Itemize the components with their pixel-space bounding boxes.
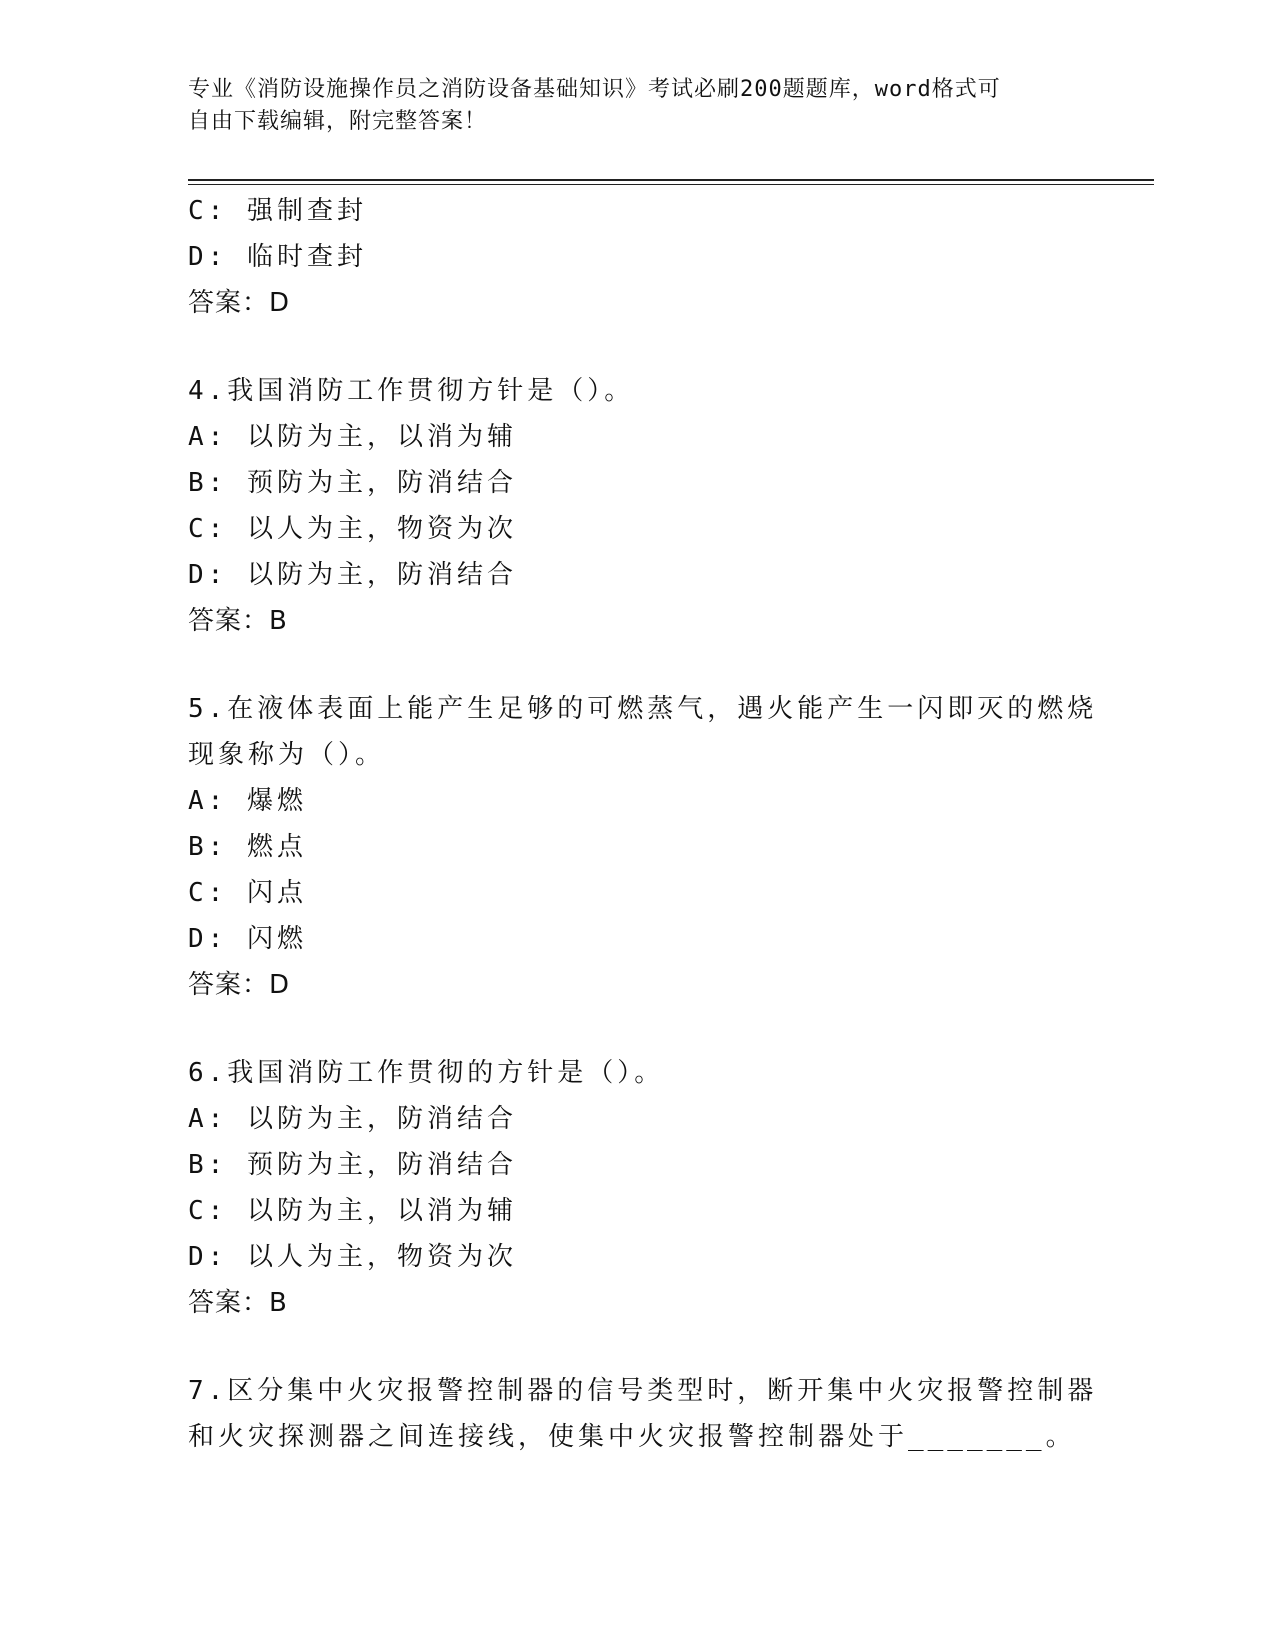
option-c: C: 闪点 bbox=[188, 878, 307, 908]
option-a: A: 以防为主，防消结合 bbox=[188, 1104, 517, 1134]
question-text: 4.我国消防工作贯彻方针是（）。 bbox=[188, 376, 635, 406]
option-a: A: 以防为主，以消为辅 bbox=[188, 422, 517, 452]
option-c: C: 以防为主，以消为辅 bbox=[188, 1196, 517, 1226]
header-divider-thick bbox=[188, 179, 1154, 181]
spacer bbox=[188, 326, 1088, 368]
option-d: D: 临时查封 bbox=[188, 242, 367, 272]
option-a: A: 爆燃 bbox=[188, 786, 307, 816]
answer-line: 答案：B bbox=[188, 1288, 288, 1318]
option-b: B: 燃点 bbox=[188, 832, 307, 862]
option-b: B: 预防为主，防消结合 bbox=[188, 468, 517, 498]
option-d: D: 以人为主，物资为次 bbox=[188, 1242, 517, 1272]
answer-line: 答案：D bbox=[188, 970, 291, 1000]
question-block-3 bbox=[188, 188, 1088, 326]
question-block-4 bbox=[188, 368, 1088, 644]
question-text-line-1: 5.在液体表面上能产生足够的可燃蒸气，遇火能产生一闪即灭的燃烧 bbox=[188, 694, 1098, 724]
option-d: D: 以防为主，防消结合 bbox=[188, 560, 517, 590]
option-d: D: 闪燃 bbox=[188, 924, 307, 954]
question-text-line-2: 和火灾探测器之间连接线，使集中火灾报警控制器处于_______。 bbox=[188, 1422, 1076, 1452]
header-line-2: 自由下载编辑，附完整答案！ bbox=[188, 109, 488, 134]
spacer bbox=[188, 1326, 1088, 1368]
answer-line: 答案：D bbox=[188, 288, 291, 318]
question-text: 6.我国消防工作贯彻的方针是（）。 bbox=[188, 1058, 665, 1088]
answer-line: 答案：B bbox=[188, 606, 288, 636]
question-block-5 bbox=[188, 686, 1098, 1008]
question-text-line-2: 现象称为（）。 bbox=[188, 740, 386, 770]
option-b: B: 预防为主，防消结合 bbox=[188, 1150, 517, 1180]
spacer bbox=[188, 1008, 1088, 1050]
question-text-line-1: 7.区分集中火灾报警控制器的信号类型时，断开集中火灾报警控制器 bbox=[188, 1376, 1098, 1406]
spacer bbox=[188, 644, 1088, 686]
option-c: C: 以人为主，物资为次 bbox=[188, 514, 517, 544]
header-line-1: 专业《消防设施操作员之消防设备基础知识》考试必刷200题题库，word格式可 bbox=[188, 77, 1001, 102]
document-header bbox=[188, 74, 1088, 138]
question-block-7 bbox=[188, 1368, 1098, 1460]
option-c: C: 强制查封 bbox=[188, 196, 367, 226]
question-block-6 bbox=[188, 1050, 1088, 1326]
question-list bbox=[188, 188, 1098, 1460]
header-divider-thin bbox=[188, 184, 1154, 185]
